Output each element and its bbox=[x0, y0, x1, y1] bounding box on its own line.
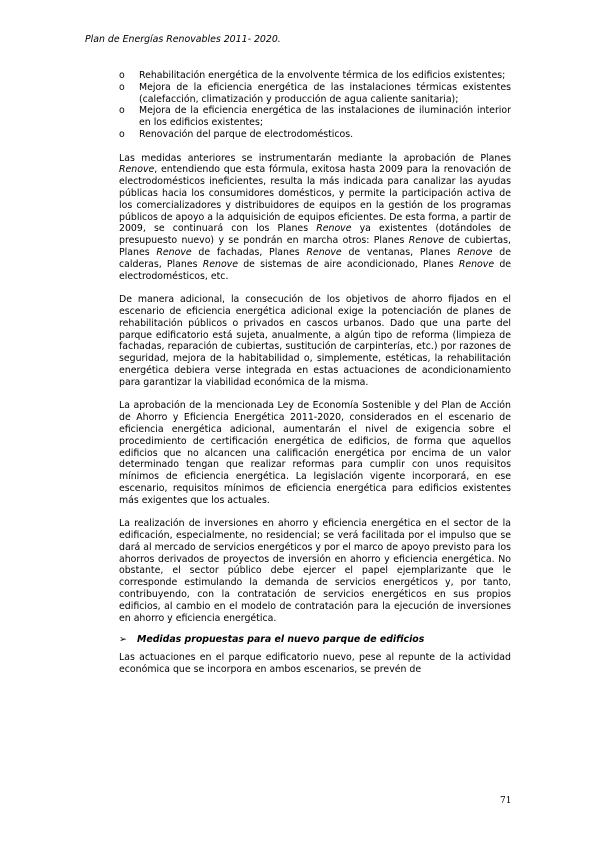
renove-term: Renove bbox=[458, 258, 495, 270]
list-item-text: Renovación del parque de electrodomésticos. bbox=[139, 128, 354, 140]
arrow-bullet-icon: ➢ bbox=[119, 634, 127, 646]
renove-term: Renove bbox=[457, 246, 493, 258]
document-body bbox=[119, 70, 511, 676]
renove-term: Renove bbox=[202, 258, 238, 270]
bullet-marker: o bbox=[119, 81, 125, 93]
list-item bbox=[119, 70, 511, 82]
list-item bbox=[119, 82, 511, 106]
renove-term: Renove bbox=[156, 246, 192, 258]
renove-term: Renove bbox=[306, 246, 342, 258]
list-item-text: Mejora de la eficiencia energética de las instalaciones térmicas existentes (calefacción, climatización y producción de agua caliente sanitaria); bbox=[139, 81, 511, 105]
list-item-text: Mejora de la eficiencia energética de las instalaciones de iluminación interior en los edificios existentes; bbox=[139, 105, 511, 129]
section-heading bbox=[119, 634, 511, 646]
renove-term: Renove bbox=[408, 235, 445, 247]
measures-list bbox=[119, 70, 511, 141]
list-item-text: Rehabilitación energética de la envolvente térmica de los edificios existentes; bbox=[139, 70, 506, 81]
renove-term: Renove bbox=[316, 223, 352, 235]
section-heading-text: Medidas propuestas para el nuevo parque de edificios bbox=[137, 634, 425, 646]
paragraph-investments: La realización de inversiones en ahorro y eficiencia energética en el sector de la edificación, especialmente, no residencial; se verá facilitada por el impulso que se dará al mercado de servicios energéticos y por el marco de apoyo previsto para los ahorros derivados de proyectos de inversión en ahorro y eficiencia energética. No obstante, el sector público debe ejercer el papel ejemplarizante que le corresponde estimulando la demanda de servicios energéticos y, por tanto, contribuyendo, con la contratación de servicios energéticos en sus propios edificios, al cambio en el modelo de contratación para la ejecución de inversiones en ahorro y eficiencia energética. bbox=[119, 518, 511, 624]
paragraph-planes-renove: Las medidas anteriores se instrumentarán mediante la aprobación de Planes Renove, entendiendo que esta fórmula, exitosa hasta 2009 para la renovación de electrodomésticos ineficientes, resulta la más indicada para canalizar las ayudas públicas hacia los consumidores domésticos, y permite la participación activa de los comercializadores y distribuidores de equipos en la gestión de los programas públicos de apoyo a la adquisición de equipos eficientes. De esta forma, a partir de 2009, se continuará con los Planes Renove ya existentes (dotándoles de presupuesto nuevo) y se pondrán en marcha otros: Planes Renove de cubiertas, Planes Renove de fachadas, Planes Renove de ventanas, Planes Renove de calderas, Planes Renove de sistemas de aire acondicionado, Planes Renove de electrodomésticos, etc. bbox=[119, 152, 512, 282]
running-header: Plan de Energías Renovables 2011- 2020. bbox=[85, 34, 281, 45]
bullet-marker: o bbox=[119, 70, 125, 81]
list-item bbox=[119, 129, 511, 141]
list-item bbox=[119, 105, 511, 129]
paragraph-legislation: La aprobación de la mencionada Ley de Economía Sostenible y del Plan de Acción de Ahorro y Eficiencia Energética 2011-2020, considerados en el escenario de eficiencia energética adicional, aumentarán el nivel de exigencia sobre el procedimiento de certificación energética de edificios, de forma que aquellos edificios que no alcancen una calificación energética por encima de un valor determinado tengan que realizar reformas para cumplir con unos requisitos mínimos de eficiencia energética. La legislación vigente incorporará, en ese escenario, requisitos mínimos de eficiencia energética para edificios existentes más exigentes que los actuales. bbox=[119, 400, 511, 506]
paragraph-rehabilitation: De manera adicional, la consecución de los objetivos de ahorro fijados en el escenario de eficiencia energética adicional exige la potenciación de planes de rehabilitación públicos o privados en cascos urbanos. Dado que una parte del parque edificatorio está sujeta, anualmente, a algún tipo de reforma (limpieza de fachadas, reparación de cubiertas, sustitución de carpinterías, etc.) por razones de seguridad, mejora de la habitabilidad o, simplemente, estéticas, la rehabilitación energética debiera verse integrada en estas actuaciones de acondicionamiento para garantizar la viabilidad económica de la misma. bbox=[119, 294, 511, 388]
renove-term: Renove bbox=[119, 164, 155, 176]
bullet-marker: o bbox=[119, 105, 125, 117]
paragraph-new-buildings: Las actuaciones en el parque edificatorio nuevo, pese al repunte de la actividad económica que se incorpora en ambos escenarios, se prevén de bbox=[119, 652, 511, 676]
page-number: 71 bbox=[500, 796, 512, 806]
bullet-marker: o bbox=[119, 128, 125, 140]
